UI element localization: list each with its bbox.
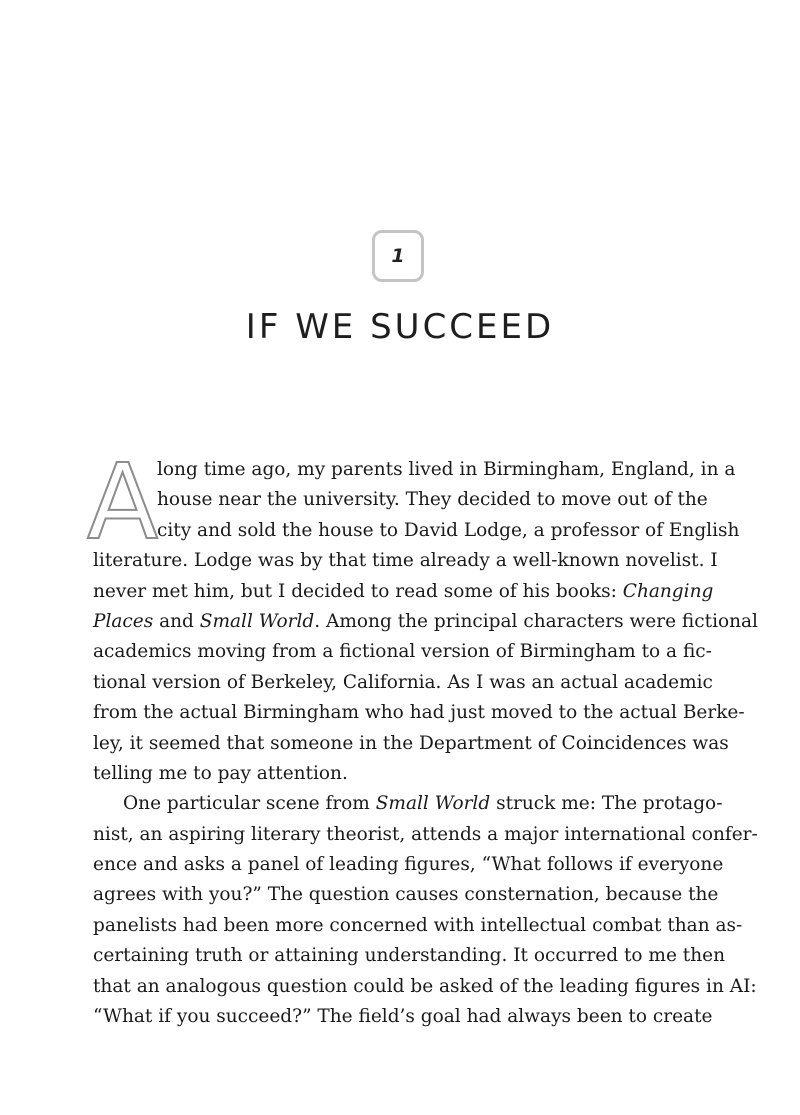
chapter-number-box — [372, 230, 424, 282]
book-title-small-world: Small World — [199, 610, 315, 632]
paragraph-line: long time ago, my parents lived in Birmingham, England, in a — [157, 459, 736, 480]
text-run: never met him, but I decided to read some of his books: — [93, 580, 617, 602]
paragraph-line: from the actual Birmingham who had just moved to the actual Berke- — [93, 702, 745, 724]
paragraph-line — [93, 789, 723, 819]
book-title-small-world: Small World — [375, 793, 491, 815]
paragraph-line: ley, it seemed that someone in the Department of Coincidences was — [93, 732, 729, 754]
book-title-changing: Changing — [622, 580, 714, 602]
drop-cap: A — [87, 441, 159, 563]
text-run: . Among the principal characters were fictional — [314, 610, 758, 632]
paragraph-line: that an analogous question could be asked of the leading figures in AI: — [93, 975, 757, 997]
paragraph-line: “What if you succeed?” The field’s goal had always been to create — [93, 1006, 713, 1028]
body-text — [87, 441, 758, 1032]
chapter-title: IF WE SUCCEED — [245, 307, 555, 347]
paragraph-line: ence and asks a panel of leading figures, “What follows if everyone — [93, 854, 724, 876]
paragraph-line: panelists had been more concerned with intellectual combat than as- — [93, 914, 743, 936]
paragraph-line — [93, 607, 758, 637]
paragraph-line: tional version of Berkeley, California. As I was an actual academic — [93, 671, 713, 693]
paragraph-line: certaining truth or attaining understanding. It occurred to me then — [93, 945, 726, 967]
book-title-places: Places — [93, 610, 154, 632]
paragraph-line: house near the university. They decided to move out of the — [157, 489, 708, 511]
paragraph-line: telling me to pay attention. — [93, 762, 348, 784]
paragraph-line: city and sold the house to David Lodge, a professor of English — [157, 519, 740, 541]
paragraph-line: nist, an aspiring literary theorist, attends a major international confer- — [93, 823, 758, 845]
paragraph-line — [93, 577, 714, 607]
text-run: struck me: The protago- — [496, 793, 723, 815]
text-run: One particular scene from — [123, 793, 370, 815]
paragraph-line: agrees with you?” The question causes consternation, because the — [93, 884, 719, 906]
paragraph-line: literature. Lodge was by that time already a well-known novelist. I — [93, 550, 718, 572]
text-run: and — [159, 610, 194, 632]
paragraph-line: academics moving from a fictional version of Birmingham to a fic- — [93, 641, 712, 663]
chapter-number: 1 — [391, 245, 405, 267]
